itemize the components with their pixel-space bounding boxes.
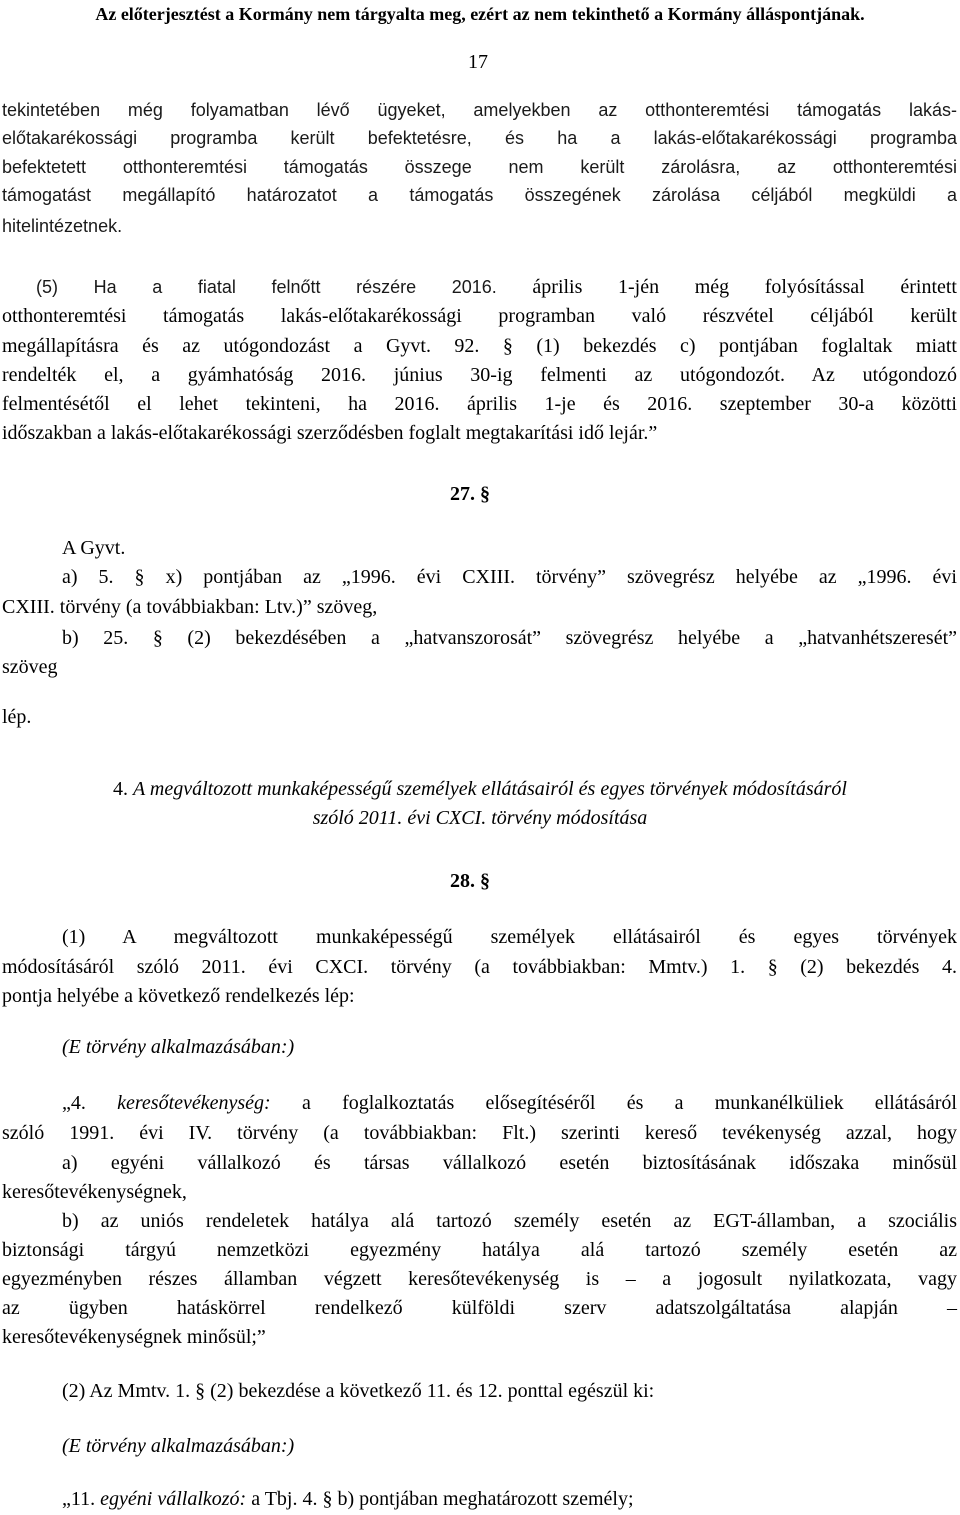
definition-4-first-line <box>62 1091 957 1115</box>
section-27-closing: lép. <box>2 706 32 728</box>
text-line: pontja helyébe a következő rendelkezés lép: <box>2 985 355 1007</box>
definition-4-point-a: a) egyéni vállalkozó és társas vállalkozó esetén biztosításának időszaka minősül <box>62 1152 957 1174</box>
text-line: CXIII. törvény (a továbbiakban: Ltv.)” szöveg, <box>2 596 378 618</box>
section-27-point-a: a) 5. § x) pontjában az „1996. évi CXIII. törvény” szövegrész helyébe az „1996. évi <box>62 566 957 588</box>
definition-4-text: a foglalkoztatás elősegítéséről és a munkanélküliek ellátásáról <box>270 1092 957 1114</box>
text-line: támogatást megállapító határozatot a támogatás összegének zárolása céljából megküldi a <box>2 185 957 205</box>
text-line: egyezményben részes államban végzett keresőtevékenység is – a jogosult nyilatkozata, vagy <box>2 1268 957 1290</box>
definition-4-prefix: „4. <box>62 1092 118 1114</box>
text-line: megállapításra és az utógondozást a Gyvt. 92. § (1) bekezdés c) pontjában foglaltak miatt <box>2 335 957 357</box>
text-line: otthonteremtési támogatás lakás-előtakarékossági programban való részvétel céljából került <box>2 305 957 327</box>
text-line: felmentésétől el lehet tekinteni, ha 2016. április 1-je és 2016. szeptember 30-a közötti <box>2 393 957 415</box>
paragraph-5-first-line <box>36 275 957 299</box>
chapter-4-number: 4. <box>113 778 134 800</box>
page-number: 17 <box>468 51 488 73</box>
chapter-4-title: A megváltozott munkaképességű személyek ellátásairól és egyes törvények módosításáról <box>133 778 847 800</box>
context-phrase: (E törvény alkalmazásában:) <box>62 1435 295 1457</box>
text-line: szöveg <box>2 656 58 678</box>
definition-11-prefix: „11. <box>62 1488 101 1510</box>
section-28-paragraph-2: (2) Az Mmtv. 1. § (2) bekezdése a következő 11. és 12. ponttal egészül ki: <box>62 1380 655 1402</box>
chapter-4-title-line <box>0 777 960 801</box>
text-line: tekintetében még folyamatban lévő ügyeket, amelyekben az otthonteremtési támogatás lakás- <box>2 100 957 120</box>
section-28-paragraph-1: (1) A megváltozott munkaképességű személyek ellátásairól és egyes törvények <box>62 926 957 948</box>
context-phrase: (E törvény alkalmazásában:) <box>62 1036 295 1058</box>
text-line: előtakarékossági programba került befektetésre, és ha a lakás-előtakarékossági programba <box>2 128 957 148</box>
definition-11-term: egyéni vállalkozó: <box>100 1488 247 1510</box>
definition-4-point-b: b) az uniós rendeletek hatálya alá tartozó személy esetén az EGT-államban, a szociális <box>62 1210 957 1232</box>
text-line: időszakban a lakás-előtakarékossági szerződésben foglalt megtakarítási idő lejár.” <box>2 422 658 444</box>
text-line: az ügyben hatáskörrel rendelkező külföldi szerv adatszolgáltatása alapján – <box>2 1297 957 1319</box>
text-line: szóló 1991. évi IV. törvény (a továbbiakban: Flt.) szerinti kereső tevékenység azzal, hogy <box>2 1122 957 1144</box>
text-line: keresőtevékenységnek minősül;” <box>2 1326 266 1348</box>
text-line: biztonsági tárgyú nemzetközi egyezmény hatálya alá tartozó személy esetén az <box>2 1239 957 1261</box>
paragraph-5-lead-rest: április 1-jén még folyósítással érintett <box>496 276 957 298</box>
text-line: hitelintézetnek. <box>2 216 123 236</box>
definition-11-text: a Tbj. 4. § b) pontjában meghatározott személy; <box>246 1488 634 1510</box>
definition-11-line <box>62 1487 957 1511</box>
text-line: keresőtevékenységnek, <box>2 1181 187 1203</box>
text-line: befektetett otthonteremtési támogatás összege nem került zárolásra, az otthonteremtési <box>2 157 957 177</box>
section-28-heading: 28. § <box>450 870 490 892</box>
paragraph-5-lead: (5) Ha a fiatal felnőtt részére 2016. <box>36 277 497 297</box>
text-line: rendelték el, a gyámhatóság 2016. június 30-ig felmenti az utógondozót. Az utógondozó <box>2 364 957 386</box>
chapter-4-title-line: szóló 2011. évi CXCI. törvény módosítása <box>312 807 648 829</box>
text-line: módosításáról szóló 2011. évi CXCI. törvény (a továbbiakban: Mmtv.) 1. § (2) bekezdés 4. <box>2 956 957 978</box>
section-27-intro: A Gyvt. <box>62 537 126 559</box>
definition-4-term: keresőtevékenység: <box>117 1092 271 1114</box>
section-27-heading: 27. § <box>450 483 490 505</box>
section-27-point-b: b) 25. § (2) bekezdésében a „hatvanszorosát” szövegrész helyébe a „hatvanhétszeresét” <box>62 627 957 649</box>
header-notice: Az előterjesztést a Kormány nem tárgyalta meg, ezért az nem tekinthető a Kormány álláspontjának. <box>95 4 865 24</box>
